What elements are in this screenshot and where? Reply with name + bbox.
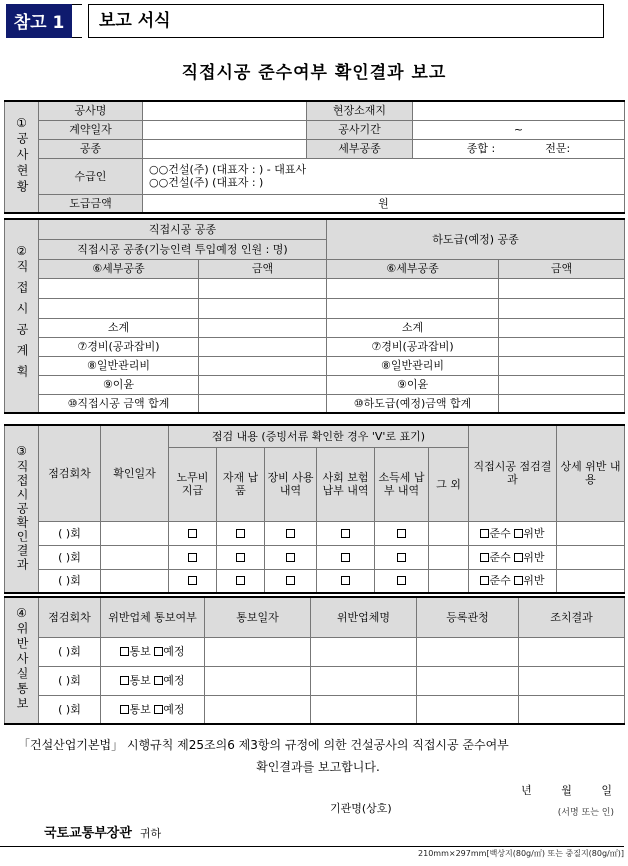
- cell[interactable]: [199, 278, 327, 298]
- cell[interactable]: [557, 569, 625, 593]
- paper-spec: 210mm×297mm[백상지(80g/㎡) 또는 중질지(80g/㎡)]: [0, 846, 624, 860]
- direct-header2: 직접시공 공종(기능인력 투입예정 인원 : 명): [39, 239, 327, 259]
- table-row: [5, 521, 625, 545]
- agency-label: 기관명(상호): [330, 802, 392, 815]
- section-project-status: [4, 100, 625, 214]
- notify-cell[interactable]: 통보 예정: [101, 695, 205, 724]
- table-row: [5, 569, 625, 593]
- col-result: 직접시공 점검결과: [469, 425, 557, 521]
- check-material[interactable]: [217, 545, 265, 569]
- round-cell: ( )회: [39, 695, 101, 724]
- result-cell[interactable]: 준수 위반: [469, 521, 557, 545]
- violate-checkbox[interactable]: [514, 553, 523, 562]
- date-line[interactable]: 년 월 일: [521, 784, 612, 797]
- checkbox[interactable]: [341, 529, 350, 538]
- tag-frame: [72, 4, 82, 38]
- planned-checkbox[interactable]: [154, 705, 163, 714]
- col-action: 조치결과: [519, 597, 625, 637]
- check-equipment[interactable]: [265, 569, 317, 593]
- statement: [18, 734, 618, 778]
- cell[interactable]: [557, 521, 625, 545]
- cell[interactable]: [429, 521, 469, 545]
- recipient-name: 국토교통부장관: [44, 826, 132, 841]
- sub-expense: ⑦경비(공과잡비): [327, 337, 499, 356]
- direct-profit: ⑨이윤: [39, 375, 199, 394]
- cell[interactable]: [519, 695, 625, 724]
- round-cell: ( )회: [39, 637, 101, 666]
- section3-label: ③ 직접시공확인결과: [5, 425, 39, 593]
- checkbox[interactable]: [397, 576, 406, 585]
- cell[interactable]: [519, 666, 625, 695]
- table-row: [5, 545, 625, 569]
- contract-date-label: 계약일자: [39, 120, 143, 139]
- detail-type-label: 세부공종: [307, 139, 413, 158]
- cell[interactable]: [311, 695, 417, 724]
- checkbox[interactable]: [341, 553, 350, 562]
- reference-tag: 참고 1: [6, 4, 72, 38]
- section2-label: ② 직접시공계획: [5, 219, 39, 413]
- notify-cell[interactable]: 통보 예정: [101, 666, 205, 695]
- cell[interactable]: [417, 666, 519, 695]
- table-row: [5, 637, 625, 666]
- check-insurance[interactable]: [317, 545, 375, 569]
- cell[interactable]: [417, 637, 519, 666]
- cell[interactable]: [39, 298, 199, 318]
- cell[interactable]: [499, 375, 625, 394]
- direct-subtotal: 소계: [39, 318, 199, 337]
- col-notify-date: 통보일자: [205, 597, 311, 637]
- sub-profit: ⑨이윤: [327, 375, 499, 394]
- site-location-label: 현장소재지: [307, 101, 413, 120]
- planned-checkbox[interactable]: [154, 647, 163, 656]
- header-title: 보고 서식: [88, 4, 604, 38]
- cell[interactable]: [417, 695, 519, 724]
- cell[interactable]: [101, 521, 169, 545]
- cell[interactable]: [205, 637, 311, 666]
- item-tax: 소득세 납부 내역: [375, 447, 429, 521]
- document-title: 직접시공 준수여부 확인결과 보고: [181, 63, 447, 83]
- contractor-label: 수급인: [39, 158, 143, 194]
- checkbox[interactable]: [286, 553, 295, 562]
- result-cell[interactable]: 준수 위반: [469, 569, 557, 593]
- cell[interactable]: [499, 278, 625, 298]
- round-cell: ( )회: [39, 666, 101, 695]
- table-row: [5, 666, 625, 695]
- result-cell[interactable]: 준수 위반: [469, 545, 557, 569]
- item-insurance: 사회 보험 납부 내역: [317, 447, 375, 521]
- section1-label: ① 공사현황: [5, 101, 39, 213]
- cell[interactable]: [39, 278, 199, 298]
- sub-admin: ⑧일반관리비: [327, 356, 499, 375]
- type-label: 공종: [39, 139, 143, 158]
- cell[interactable]: [429, 569, 469, 593]
- item-other: 그 외: [429, 447, 469, 521]
- project-name-label: 공사명: [39, 101, 143, 120]
- cell[interactable]: [199, 375, 327, 394]
- checkbox[interactable]: [397, 553, 406, 562]
- check-tax[interactable]: [375, 545, 429, 569]
- section-direct-plan: [4, 218, 625, 414]
- cell[interactable]: [205, 666, 311, 695]
- cell[interactable]: [519, 637, 625, 666]
- sub-total: ⑩하도급(예정)금액 합계: [327, 394, 499, 413]
- cell[interactable]: [311, 637, 417, 666]
- honorific: 귀하: [139, 827, 162, 840]
- check-insurance[interactable]: [317, 569, 375, 593]
- round-cell: ( )회: [39, 569, 101, 593]
- cell[interactable]: [499, 318, 625, 337]
- check-tax[interactable]: [375, 569, 429, 593]
- detail-type-value[interactable]: 종합 : 전문:: [413, 139, 625, 158]
- period-value[interactable]: ~: [413, 120, 625, 139]
- direct-amount-col: 금액: [199, 259, 327, 278]
- checkbox[interactable]: [286, 529, 295, 538]
- direct-detail-col: ⑥세부공종: [39, 259, 199, 278]
- col-agency: 등록관청: [417, 597, 519, 637]
- cell[interactable]: [327, 278, 499, 298]
- direct-header1: 직접시공 공종: [39, 219, 327, 239]
- item-labor: 노무비 지급: [169, 447, 217, 521]
- statement-line1: 「건설산업기본법」 시행규칙 제25조의6 제3항의 규정에 의한 건설공사의 직접시공 준수여부: [18, 738, 509, 752]
- cell[interactable]: [199, 298, 327, 318]
- cell[interactable]: [499, 356, 625, 375]
- direct-total: ⑩직접시공 금액 합계: [39, 394, 199, 413]
- amount-label: 도급금액: [39, 194, 143, 213]
- violate-checkbox[interactable]: [514, 576, 523, 585]
- item-material: 자재 납품: [217, 447, 265, 521]
- check-labor[interactable]: [169, 569, 217, 593]
- cell[interactable]: [557, 545, 625, 569]
- cell[interactable]: [205, 695, 311, 724]
- col-date: 확인일자: [101, 425, 169, 521]
- cell[interactable]: [499, 337, 625, 356]
- cell[interactable]: [199, 394, 327, 413]
- contractor-value[interactable]: ○○건설(주) (대표자 : ) - 대표사 ○○건설(주) (대표자 : ): [143, 158, 625, 194]
- period-label: 공사기간: [307, 120, 413, 139]
- planned-checkbox[interactable]: [154, 676, 163, 685]
- cell[interactable]: [199, 337, 327, 356]
- check-material[interactable]: [217, 569, 265, 593]
- col-violation: 상세 위반 내용: [557, 425, 625, 521]
- cell[interactable]: [199, 318, 327, 337]
- statement-line2: 확인결과를 보고합니다.: [256, 760, 380, 774]
- section-direct-check: [4, 424, 625, 594]
- col-content: 점검 내용 (증빙서류 확인한 경우 'V'로 표기): [169, 425, 469, 447]
- table-row: [5, 695, 625, 724]
- check-material[interactable]: [217, 521, 265, 545]
- checkbox[interactable]: [236, 529, 245, 538]
- cell[interactable]: [311, 666, 417, 695]
- sub-header: 하도급(예정) 공종: [327, 219, 625, 259]
- section-violation-notice: [4, 596, 625, 725]
- sub-detail-col: ⑥세부공종: [327, 259, 499, 278]
- checkbox[interactable]: [397, 529, 406, 538]
- checkbox[interactable]: [188, 553, 197, 562]
- col-notify: 위반업체 통보여부: [101, 597, 205, 637]
- signature-label: (서명 또는 인): [557, 808, 614, 818]
- direct-expense: ⑦경비(공과잡비): [39, 337, 199, 356]
- checkbox[interactable]: [236, 553, 245, 562]
- check-tax[interactable]: [375, 521, 429, 545]
- contract-date-value[interactable]: [143, 120, 307, 139]
- col-round: 점검회차: [39, 425, 101, 521]
- sub-amount-col: 금액: [499, 259, 625, 278]
- cell[interactable]: [101, 545, 169, 569]
- checkbox[interactable]: [286, 576, 295, 585]
- checkbox[interactable]: [188, 529, 197, 538]
- violate-checkbox[interactable]: [514, 529, 523, 538]
- amount-value[interactable]: 원: [143, 194, 625, 213]
- site-location-value[interactable]: [413, 101, 625, 120]
- cell[interactable]: [499, 298, 625, 318]
- checkbox[interactable]: [341, 576, 350, 585]
- checkbox[interactable]: [236, 576, 245, 585]
- check-equipment[interactable]: [265, 545, 317, 569]
- item-equipment: 장비 사용내역: [265, 447, 317, 521]
- direct-admin: ⑧일반관리비: [39, 356, 199, 375]
- col-company: 위반업체명: [311, 597, 417, 637]
- cell[interactable]: [429, 545, 469, 569]
- cell[interactable]: [499, 394, 625, 413]
- checkbox[interactable]: [188, 576, 197, 585]
- notify-cell[interactable]: 통보 예정: [101, 637, 205, 666]
- cell[interactable]: [199, 356, 327, 375]
- check-equipment[interactable]: [265, 521, 317, 545]
- header: [6, 4, 604, 40]
- sub-subtotal: 소계: [327, 318, 499, 337]
- section4-label: ④ 위반사실통보: [5, 597, 39, 724]
- project-name-value[interactable]: [143, 101, 307, 120]
- cell[interactable]: [327, 298, 499, 318]
- cell[interactable]: [101, 569, 169, 593]
- recipient: [44, 822, 161, 841]
- check-labor[interactable]: [169, 545, 217, 569]
- round-cell: ( )회: [39, 521, 101, 545]
- round-cell: ( )회: [39, 545, 101, 569]
- check-insurance[interactable]: [317, 521, 375, 545]
- col-round: 점검회차: [39, 597, 101, 637]
- type-value[interactable]: [143, 139, 307, 158]
- check-labor[interactable]: [169, 521, 217, 545]
